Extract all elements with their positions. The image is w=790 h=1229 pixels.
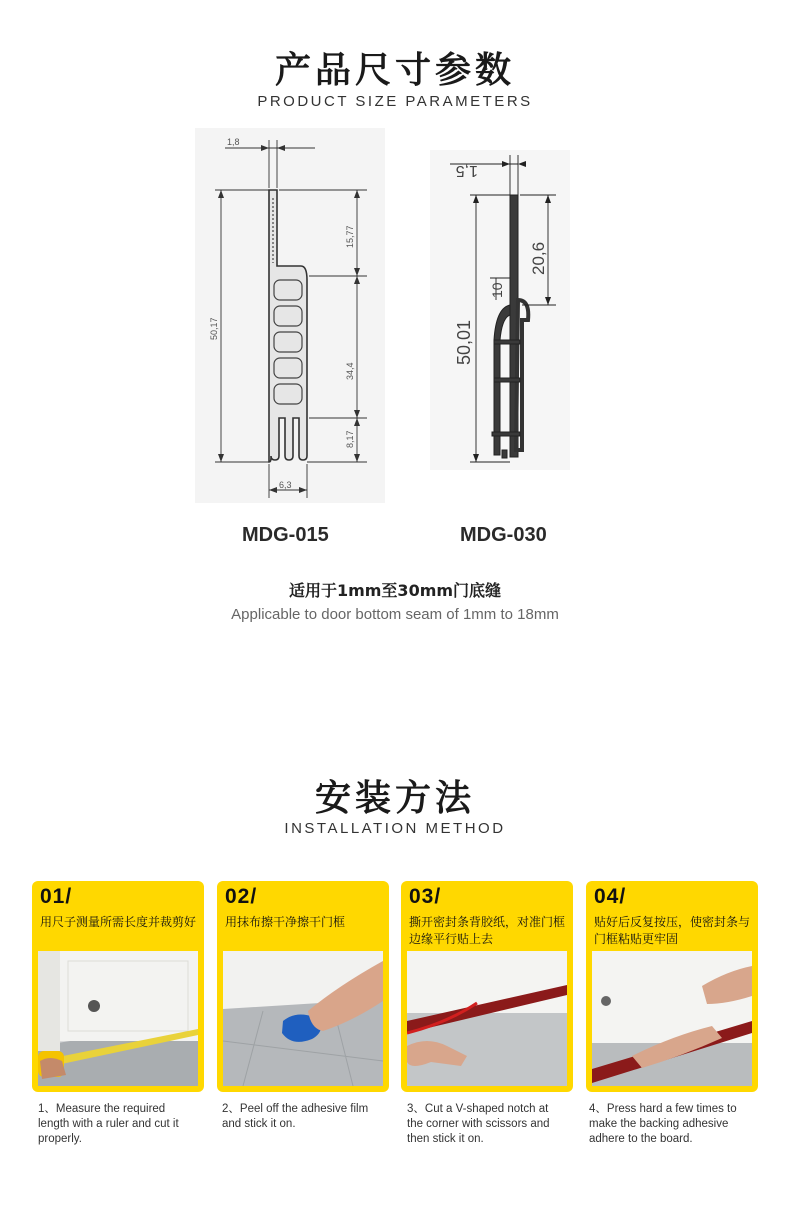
dim-lower: 8,17 — [345, 430, 355, 448]
dim-top-width: 1,8 — [227, 137, 240, 147]
step-instruction-cn: 用尺子测量所需长度并裁剪好 — [40, 915, 197, 929]
step-description-4: 4、Press hard a few times to make the backing adhesive adhere to the board. — [589, 1103, 737, 1145]
dim-bottom-width: 6,3 — [279, 480, 292, 490]
step-number: 02/ — [225, 885, 258, 908]
model-label-mdg-015: MDG-015 — [242, 524, 329, 546]
step-photo-wipe — [223, 951, 383, 1086]
step-card-1 — [32, 881, 204, 1092]
step-instruction-cn: 撕开密封条背胶纸，对准门框边缘平行贴上去 — [409, 915, 566, 946]
fit-range-cn: 适用于1mm至30mm门底缝 — [288, 581, 502, 600]
mdg-030-diagram — [430, 150, 570, 470]
step-instruction-cn: 贴好后反复按压，使密封条与门框粘贴更牢固 — [594, 915, 751, 946]
fit-range-en: Applicable to door bottom seam of 1mm to 18mm — [231, 606, 559, 623]
step-description-3: 3、Cut a V-shaped notch at the corner with scissors and then stick it on. — [407, 1103, 550, 1145]
step-description-2: 2、Peel off the adhesive film and stick it on. — [222, 1103, 369, 1130]
mdg-015-diagram — [195, 128, 385, 503]
dim-upper: 15,77 — [345, 225, 355, 248]
size-section-title: 产品尺寸参数 — [274, 50, 515, 91]
step-photo-measure — [38, 951, 198, 1086]
step-card-4 — [586, 881, 758, 1092]
model-label-mdg-030: MDG-030 — [460, 524, 547, 546]
step-description-1: 1、Measure the required length with a ruler and cut it properly. — [38, 1103, 179, 1145]
install-section-title: 安装方法 — [314, 778, 475, 819]
step-photo-peel — [407, 951, 567, 1086]
step-card-3 — [401, 881, 573, 1092]
dim-lip: 10 — [489, 282, 505, 298]
dim-top-width: 1,5 — [455, 162, 478, 179]
dim-total-height: 50,17 — [209, 317, 219, 340]
dim-middle: 34,4 — [345, 362, 355, 380]
dim-total-height: 50,01 — [454, 319, 474, 365]
step-number: 01/ — [40, 885, 73, 908]
step-photo-press — [592, 951, 752, 1086]
step-number: 04/ — [594, 885, 627, 908]
dim-upper: 20,6 — [529, 241, 548, 275]
install-section-subtitle: INSTALLATION METHOD — [284, 820, 506, 837]
step-card-2 — [217, 881, 389, 1092]
step-number: 03/ — [409, 885, 442, 908]
step-instruction-cn: 用抹布擦干净擦干门框 — [225, 915, 346, 929]
size-section-subtitle: PRODUCT SIZE PARAMETERS — [257, 93, 533, 110]
